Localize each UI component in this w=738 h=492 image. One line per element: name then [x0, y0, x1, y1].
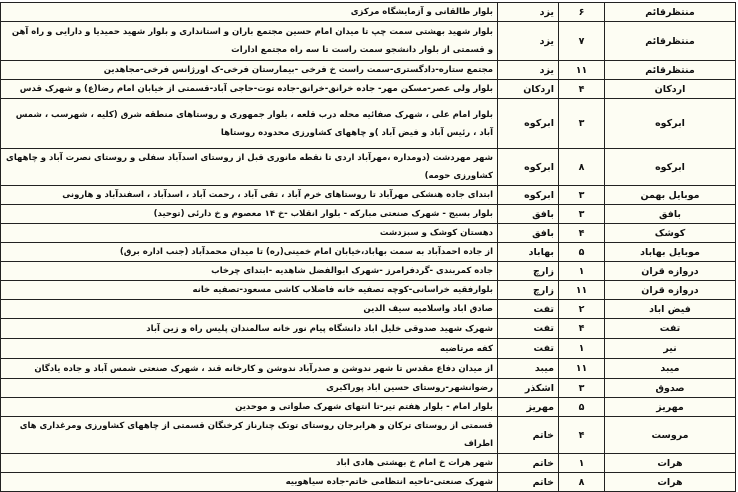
feeder-number: ۲ [559, 300, 605, 319]
station-name: مهریز [605, 398, 736, 417]
table-row [1, 205, 736, 224]
city-name: مهریز [498, 398, 559, 417]
station-name: فیض اباد [605, 300, 736, 319]
area-description: بلوار بسیج - شهرک صنعتی مبارکه - بلوار انقلاب -خ ۱۴ معصوم و خ دارئی (توحید) [1, 205, 498, 224]
area-description: بلوار امام - بلوار هفتم تیر-تا انتهای شهرک صلواتی و موحدین [1, 398, 498, 417]
table-row [1, 262, 736, 281]
station-name: هرات [605, 473, 736, 492]
city-name: تفت [498, 300, 559, 319]
feeder-number: ۱ [559, 339, 605, 359]
station-name: ابرکوه [605, 99, 736, 149]
station-name: موبایل بهاباد [605, 243, 736, 262]
station-name: میبد [605, 359, 736, 379]
table-row [1, 243, 736, 262]
table-row [1, 379, 736, 398]
area-description: ابتدای جاده هنشکی مهرآباد تا روستاهای خرم آباد ، تقی آباد ، رحمت آباد ، اسدآباد ، اسفندآباد و هارونی [1, 186, 498, 205]
feeder-number: ۱ [559, 262, 605, 281]
area-description: شهرک شهید صدوقی خلیل اباد دانشگاه پیام نور خانه سالمندان پلیس راه و زین آباد [1, 319, 498, 339]
city-name: ابرکوه [498, 99, 559, 149]
city-name: خاتم [498, 473, 559, 492]
table-row [1, 417, 736, 454]
station-name: هرات [605, 454, 736, 473]
city-name: بهاباد [498, 243, 559, 262]
feeder-number: ۸ [559, 473, 605, 492]
feeder-number: ۶ [559, 3, 605, 22]
table-row [1, 319, 736, 339]
area-description: بلوار شهید بهشتی سمت چپ تا میدان امام حسین مجتمع باران و استانداری و بلوار شهید حمیدیا و دارایی و راه آهن و قسمتی از بلوار دانشجو سمت راست تا سه راه مجتمع ادارات [1, 22, 498, 61]
city-name: خاتم [498, 417, 559, 454]
area-description: مجتمع ستاره-دادگستری-سمت راست خ فرخی -بیمارستان فرخی-ک اورژانس فرخی-مجاهدین [1, 61, 498, 80]
feeder-number: ۸ [559, 149, 605, 186]
city-name: ابرکوه [498, 149, 559, 186]
feeder-number: ۱ [559, 454, 605, 473]
city-name: تفت [498, 339, 559, 359]
feeder-number: ۴ [559, 224, 605, 243]
area-description: دهستان کوشک و سبزدشت [1, 224, 498, 243]
station-name: بافق [605, 205, 736, 224]
feeder-number: ۴ [559, 319, 605, 339]
city-name: زارچ [498, 281, 559, 300]
station-name: نیر [605, 339, 736, 359]
station-name: صدوق [605, 379, 736, 398]
area-description: بلوار ولی عصر-مسکن مهر- جاده خرانق-خرانق-جاده توت-حاجی آباد-قسمتی از خیابان امام رضا(ع) و شهرک قدس [1, 80, 498, 99]
station-name: موبایل بهمن [605, 186, 736, 205]
table-row [1, 454, 736, 473]
station-name: کوشک [605, 224, 736, 243]
station-name: دروازه قران [605, 281, 736, 300]
area-description: بلوار طالقانی و آزمایشگاه مرکزی [1, 3, 498, 22]
area-description: صادق اباد واسلامیه سیف الدین [1, 300, 498, 319]
feeder-number: ۳ [559, 205, 605, 224]
station-name: ابرکوه [605, 149, 736, 186]
table-row [1, 359, 736, 379]
table-row [1, 398, 736, 417]
station-name: منتظرقائم [605, 61, 736, 80]
area-description: از جاده احمدآباد به سمت بهاباد،خیابان امام خمینی(ره) تا میدان محمدآباد (جنب اداره برق) [1, 243, 498, 262]
city-name: یزد [498, 3, 559, 22]
table-row [1, 3, 736, 22]
area-description: شهرک صنعتی-ناحیه انتظامی خاتم-جاده سیاهوییه [1, 473, 498, 492]
table-row [1, 473, 736, 492]
table-row [1, 99, 736, 149]
city-name: اردکان [498, 80, 559, 99]
city-name: یزد [498, 61, 559, 80]
feeder-number: ۱۱ [559, 281, 605, 300]
area-description: کفه مرتاضیه [1, 339, 498, 359]
outage-schedule-table [0, 2, 736, 492]
city-name: یزد [498, 22, 559, 61]
city-name: بافق [498, 224, 559, 243]
feeder-number: ۳ [559, 186, 605, 205]
feeder-number: ۷ [559, 22, 605, 61]
area-description: از میدان دفاع مقدس تا شهر ندوشن و صدرآباد ندوشن و کارخانه قند ، شهرک صنعتی شمس آباد و جاده یادگان [1, 359, 498, 379]
feeder-number: ۵ [559, 243, 605, 262]
area-description: قسمتی از روستای ترکان و هرابرجان روستای توتک چنارناز کرخنگان قسمتی از چاههای کشاورزی ومرغداری های اطراف [1, 417, 498, 454]
table-row [1, 22, 736, 61]
table-row [1, 224, 736, 243]
city-name: اشکذر [498, 379, 559, 398]
table-row [1, 339, 736, 359]
station-name: منتظرقائم [605, 22, 736, 61]
feeder-number: ۵ [559, 398, 605, 417]
feeder-number: ۳ [559, 99, 605, 149]
station-name: دروازه قران [605, 262, 736, 281]
feeder-number: ۱۱ [559, 61, 605, 80]
area-description: شهر هرات خ امام خ بهشتی هادی اباد [1, 454, 498, 473]
station-name: اردکان [605, 80, 736, 99]
area-description: شهر مهردشت (دومداره ،مهرآباد اردی تا نقطه مانوری قبل از روستای اسدآباد سفلی و روستای نصرت آباد و چاههای کشاورزی حومه) [1, 149, 498, 186]
area-description: بلوار امام علی ، شهرک صفائیه محله درب قلعه ، بلوار جمهوری و روستاهای منطقه شرق (کلیه ، شهرسب ، شمس آباد ، رئیس آباد و فیض آباد )و چاههای کشاورزی محدوده روستاها [1, 99, 498, 149]
station-name: تفت [605, 319, 736, 339]
table-row [1, 186, 736, 205]
city-name: تفت [498, 319, 559, 339]
area-description: بلوارفقیه خراسانی-کوچه تصفیه خانه فاضلاب کاشی مسعود-تصفیه خانه [1, 281, 498, 300]
area-description: جاده کمربندی -گردفرامرز -شهرک ابوالفضل شاهدیه -ابتدای چرخاب [1, 262, 498, 281]
table-row [1, 80, 736, 99]
feeder-number: ۴ [559, 417, 605, 454]
feeder-number: ۴ [559, 80, 605, 99]
city-name: زارچ [498, 262, 559, 281]
feeder-number: ۳ [559, 379, 605, 398]
table-row [1, 300, 736, 319]
table-row [1, 61, 736, 80]
city-name: خاتم [498, 454, 559, 473]
table-row [1, 281, 736, 300]
city-name: بافق [498, 205, 559, 224]
city-name: ابرکوه [498, 186, 559, 205]
area-description: رضوانشهر-روستای حسین اباد پوراکبری [1, 379, 498, 398]
feeder-number: ۱۱ [559, 359, 605, 379]
station-name: مروست [605, 417, 736, 454]
city-name: میبد [498, 359, 559, 379]
table-row [1, 149, 736, 186]
station-name: منتظرقائم [605, 3, 736, 22]
